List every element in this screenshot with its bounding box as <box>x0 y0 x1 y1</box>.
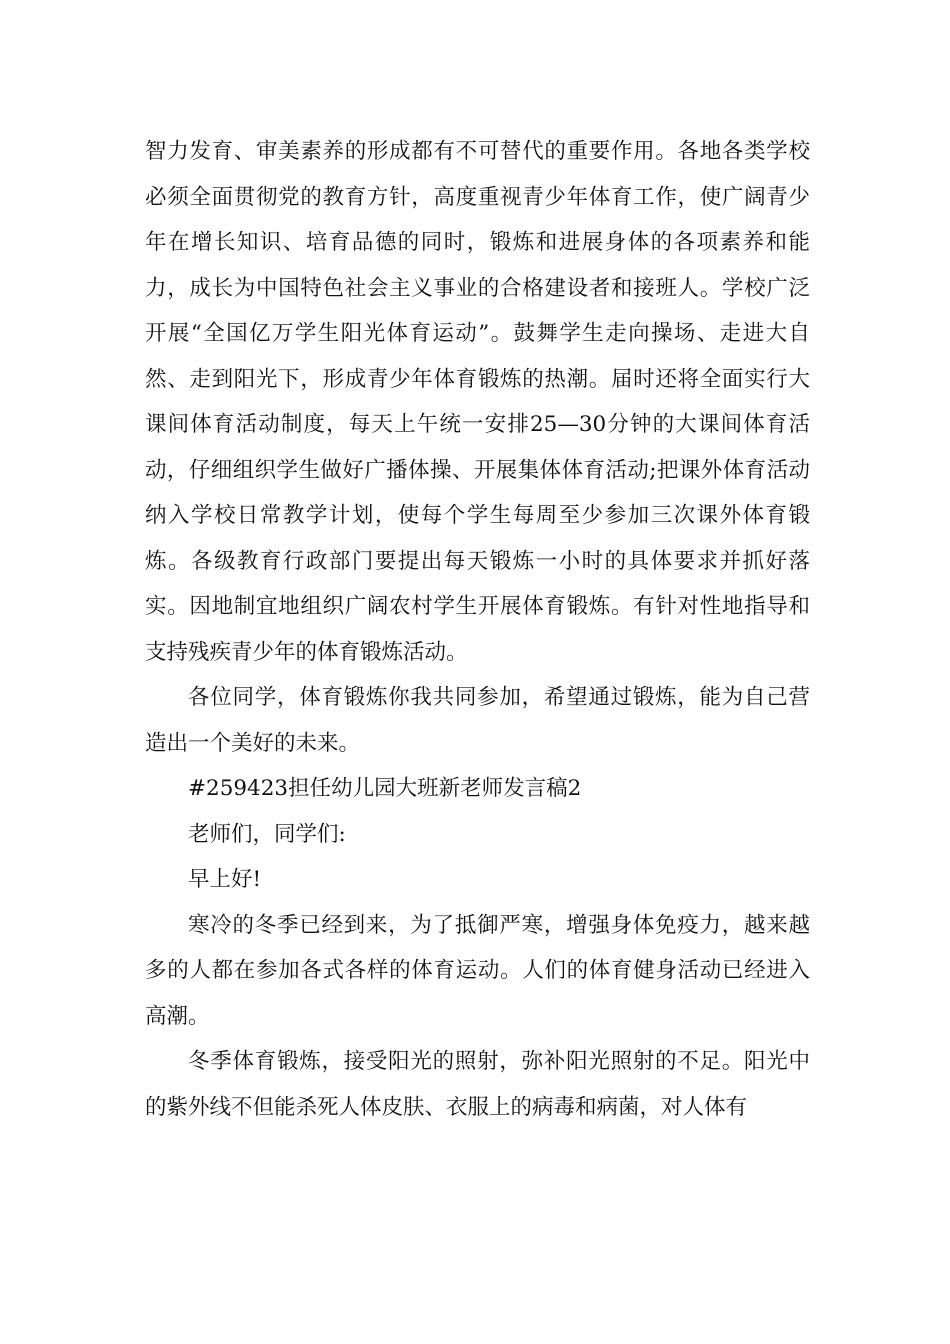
section-heading: #259423担任幼儿园大班新老师发言稿2 <box>188 776 582 801</box>
paragraph-2: 各位同学，体育锻炼你我共同参加，希望通过锻炼，能为自己营造出一个美好的未来。 <box>145 685 810 756</box>
salutation: 老师们，同学们: <box>188 821 346 847</box>
paragraph-1: 智力发育、审美素养的形成都有不可替代的重要作用。各地各类学校必须全面贯彻党的教育方针，高度重视青少年体育工作，使广阔青少年在增长知识、培育品德的同时，锻炼和进展身体的各项素养和能力，成长为中国特色社会主义事业的合格建设者和接班人。学校广泛开展“全国亿万学生阳光体育运动”。鼓舞学生走向操场、走进大自然、走到阳光下，形成青少年体育锻炼的热潮。届时还将全面实行大课间体育活动制度，每天上午统一安排25—30分钟的大课间体育活动，仔细组织学生做好广播体操、开展集体体育活动;把课外体育活动纳入学校日常教学计划，使每个学生每周至少参加三次课外体育锻炼。各级教育行政部门要提出每天锻炼一小时的具体要求并抓好落实。因地制宜地组织广阔农村学生开展体育锻炼。有针对性地指导和支持残疾青少年的体育锻炼活动。 <box>145 139 810 665</box>
greeting: 早上好! <box>188 867 262 892</box>
document-body <box>145 129 810 1130</box>
paragraph-4: 冬季体育锻炼，接受阳光的照射，弥补阳光照射的不足。阳光中的紫外线不但能杀死人体皮肤、衣服上的病毒和病菌，对人体有 <box>145 1049 810 1120</box>
paragraph-3: 寒冷的冬季已经到来，为了抵御严寒，增强身体免疫力，越来越多的人都在参加各式各样的体育运动。人们的体育健身活动已经进入高潮。 <box>145 912 810 1029</box>
